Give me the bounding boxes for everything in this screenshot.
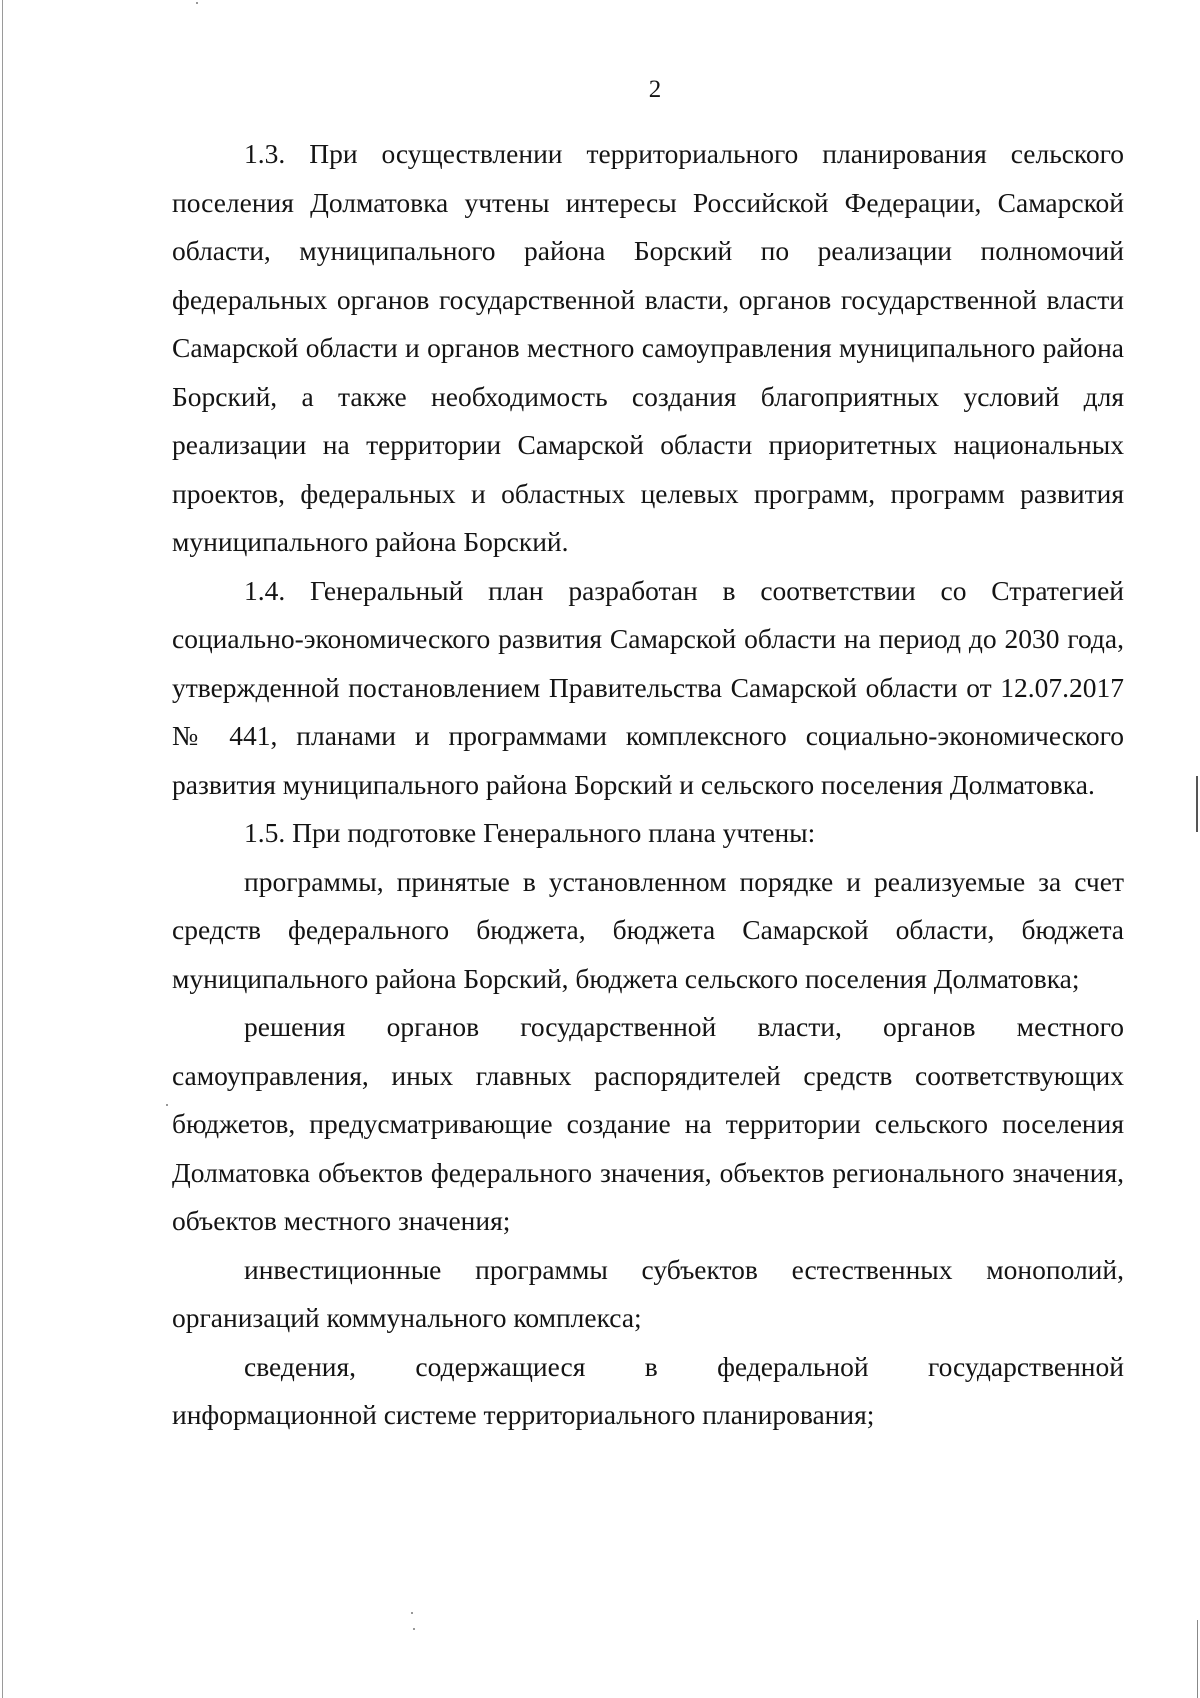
list-item-programs: программы, принятые в установленном порядке и реализуемые за счет средств федерального бюджета, бюджета Самарской области, бюджета муниципального района Борский, бюджета сельского поселения Долматовка; [172,865,1124,994]
scan-speck [166,1104,168,1106]
list-item-information-system: сведения, содержащиеся в федеральной государственной информационной системе территориального планирования; [172,1350,1124,1430]
paragraph-1-3: 1.3. При осуществлении территориального планирования сельского поселения Долматовка учтены интересы Российской Федерации, Самарской области, муниципального района Борский по реализации полномочий федеральных органов государственной власти, органов государственной власти Самарской области и органов местного самоуправления муниципального района Борский, а также необходимость создания благоприятных условий для реализации на территории Самарской области приоритетных национальных проектов, федеральных и областных целевых программ, программ развития муниципального района Борский. [172,138,1124,557]
scan-edge-right [1196,776,1198,832]
scan-edge-left [2,0,3,1698]
list-item-decisions: решения органов государственной власти, органов местного самоуправления, иных главных распорядителей средств соответствующих бюджетов, предусматривающие создание на территории сельского поселения Долматовка объектов федерального значения, объектов регионального значения, объектов местного значения; [172,1011,1124,1236]
list-item-investment-programs: инвестиционные программы субъектов естественных монополий, организаций коммунального комплекса; [172,1253,1124,1333]
scan-speck [413,1628,415,1630]
page-number: 2 [648,76,662,103]
paragraph-1-5: 1.5. При подготовке Генерального плана учтены: [244,817,816,848]
document-body [172,130,1124,1440]
scan-speck [411,1612,413,1614]
scan-edge-right-lower [1197,1620,1198,1698]
paragraph-1-4: 1.4. Генеральный план разработан в соответствии со Стратегией социально-экономического развития Самарской области на период до 2030 года, утвержденной постановлением Правительства Самарской области от 12.07.2017 № 441, планами и программами комплексного социально-экономического развития муниципального района Борский и сельского поселения Долматовка. [172,574,1124,800]
scan-speck [196,2,198,4]
